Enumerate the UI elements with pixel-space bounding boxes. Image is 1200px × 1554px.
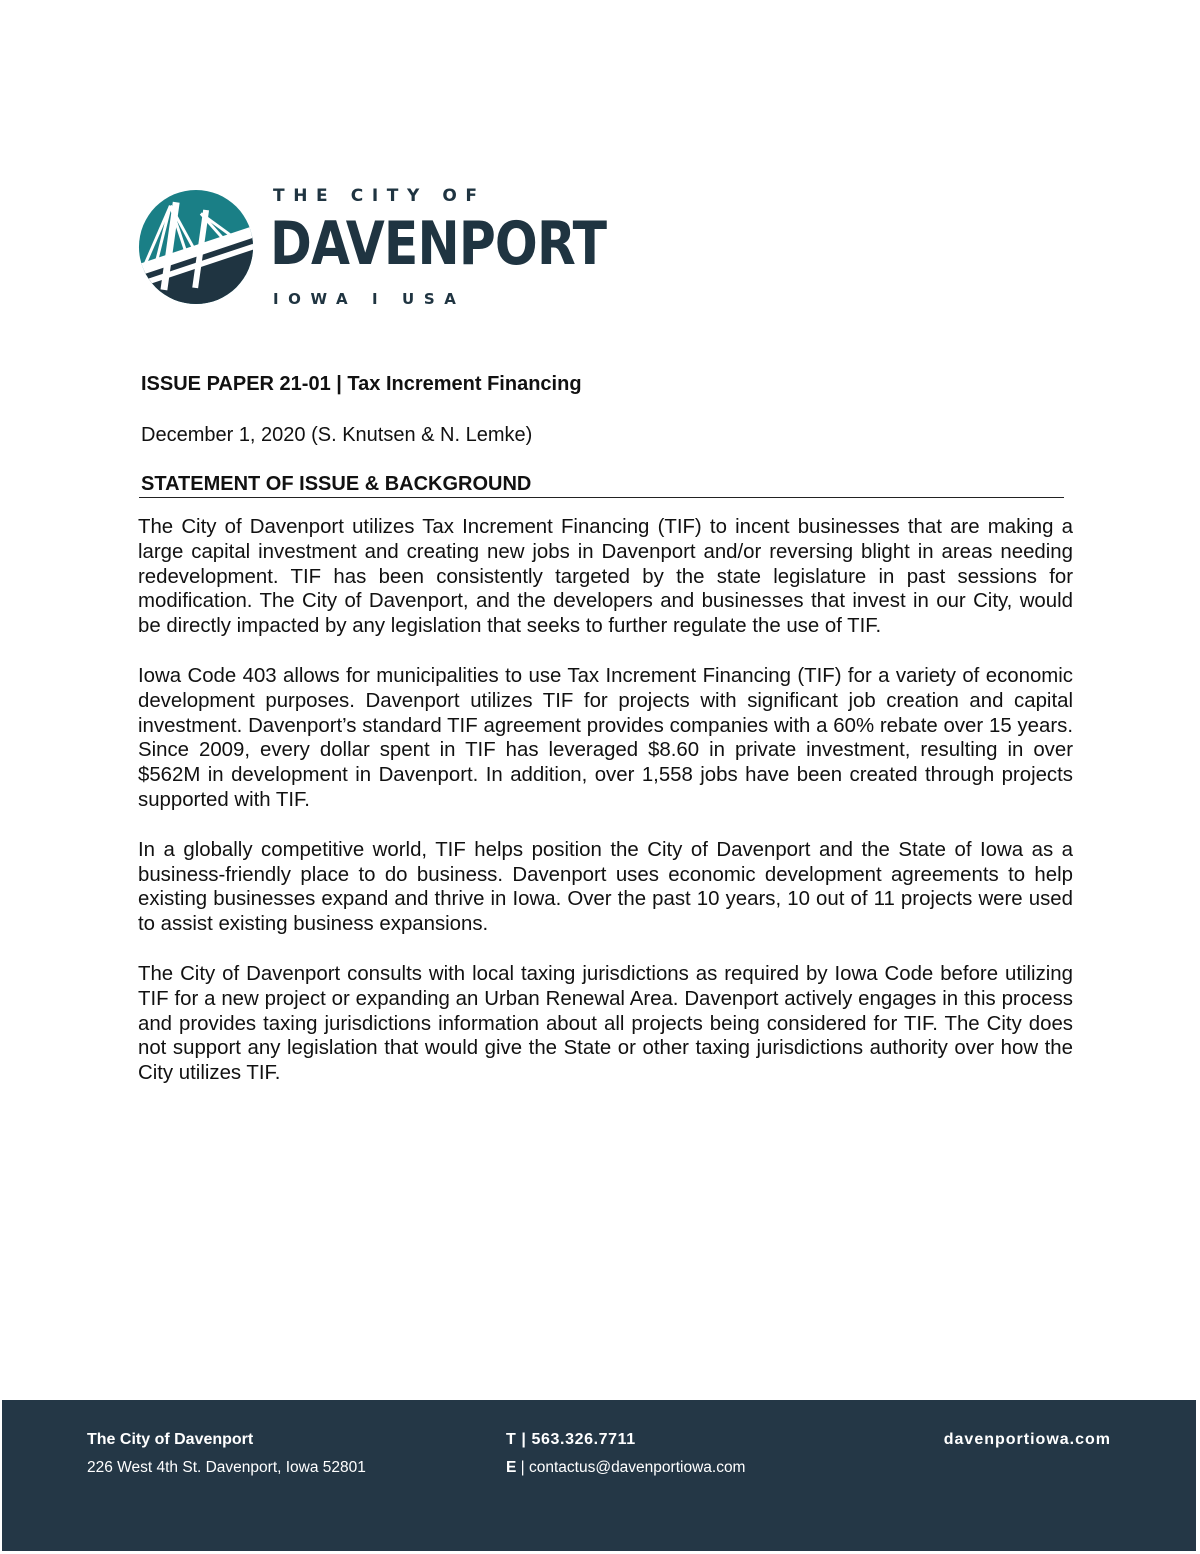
footer-address: 226 West 4th St. Davenport, Iowa 52801 [87,1459,366,1476]
logo-city-name: DAVENPORT [270,209,607,279]
paragraph: In a globally competitive world, TIF helps position the City of Davenport and the State of Iowa as a business-friendly place to do business. Davenport uses economic development agreements to help existing businesses expand and thrive in Iowa. Over the past 10 years, 10 out of 11 projects were used to assist existing business expansions. [138,838,1073,936]
paragraph: The City of Davenport utilizes Tax Increment Financing (TIF) to incent businesses that are making a large capital investment and creating new jobs in Davenport and/or reversing blight in areas needing redevelopment. TIF has been consistently targeted by the state legislature in past sessions for modification. The City of Davenport, and the developers and businesses that invest in our City, would be directly impacted by any legislation that seeks to further regulate the use of TIF. [138,516,1073,638]
heading-divider [139,497,1064,498]
paragraph: The City of Davenport consults with local taxing jurisdictions as required by Iowa Code before utilizing TIF for a new project or expanding an Urban Renewal Area. Davenport actively engages in this process and provides taxing jurisdictions information about all projects being considered for TIF. The City does not support any legislation that would give the State or other taxing jurisdictions authority over how the City utilizes TIF. [138,962,1073,1085]
issue-title: ISSUE PAPER 21-01 | Tax Increment Financing [141,373,582,395]
city-logo [137,186,607,310]
footer-website-link[interactable]: davenportiowa.com [943,1431,1111,1448]
section-heading: STATEMENT OF ISSUE & BACKGROUND [141,473,532,495]
footer-org-name: The City of Davenport [87,1431,254,1448]
footer-email-separator: | [516,1459,529,1476]
paragraph: Iowa Code 403 allows for municipalities to use Tax Increment Financing (TIF) for a variety of economic development purposes. Davenport utilizes TIF for projects with significant job creation and capital investment. Davenport’s standard TIF agreement provides companies with a 60% rebate over 15 years. Since 2009, every dollar spent in TIF has leveraged $8.60 in private investment, resulting in over $562M in development in Davenport. In addition, over 1,558 jobs have been created through projects supported with TIF. [138,664,1073,811]
footer-phone[interactable]: T | 563.326.7711 [506,1431,636,1448]
footer [2,1400,1196,1551]
logo-top-line: THE CITY OF [273,186,486,206]
footer-email-line [506,1459,745,1477]
bridge-logo-icon [137,188,255,306]
issue-date: December 1, 2020 (S. Knutsen & N. Lemke) [141,424,533,446]
footer-email-label: E [506,1459,517,1476]
logo-bottom-line: IOWA I USA [273,290,466,308]
footer-email-link[interactable]: contactus@davenportiowa.com [528,1459,746,1476]
section-body [138,515,1073,1111]
